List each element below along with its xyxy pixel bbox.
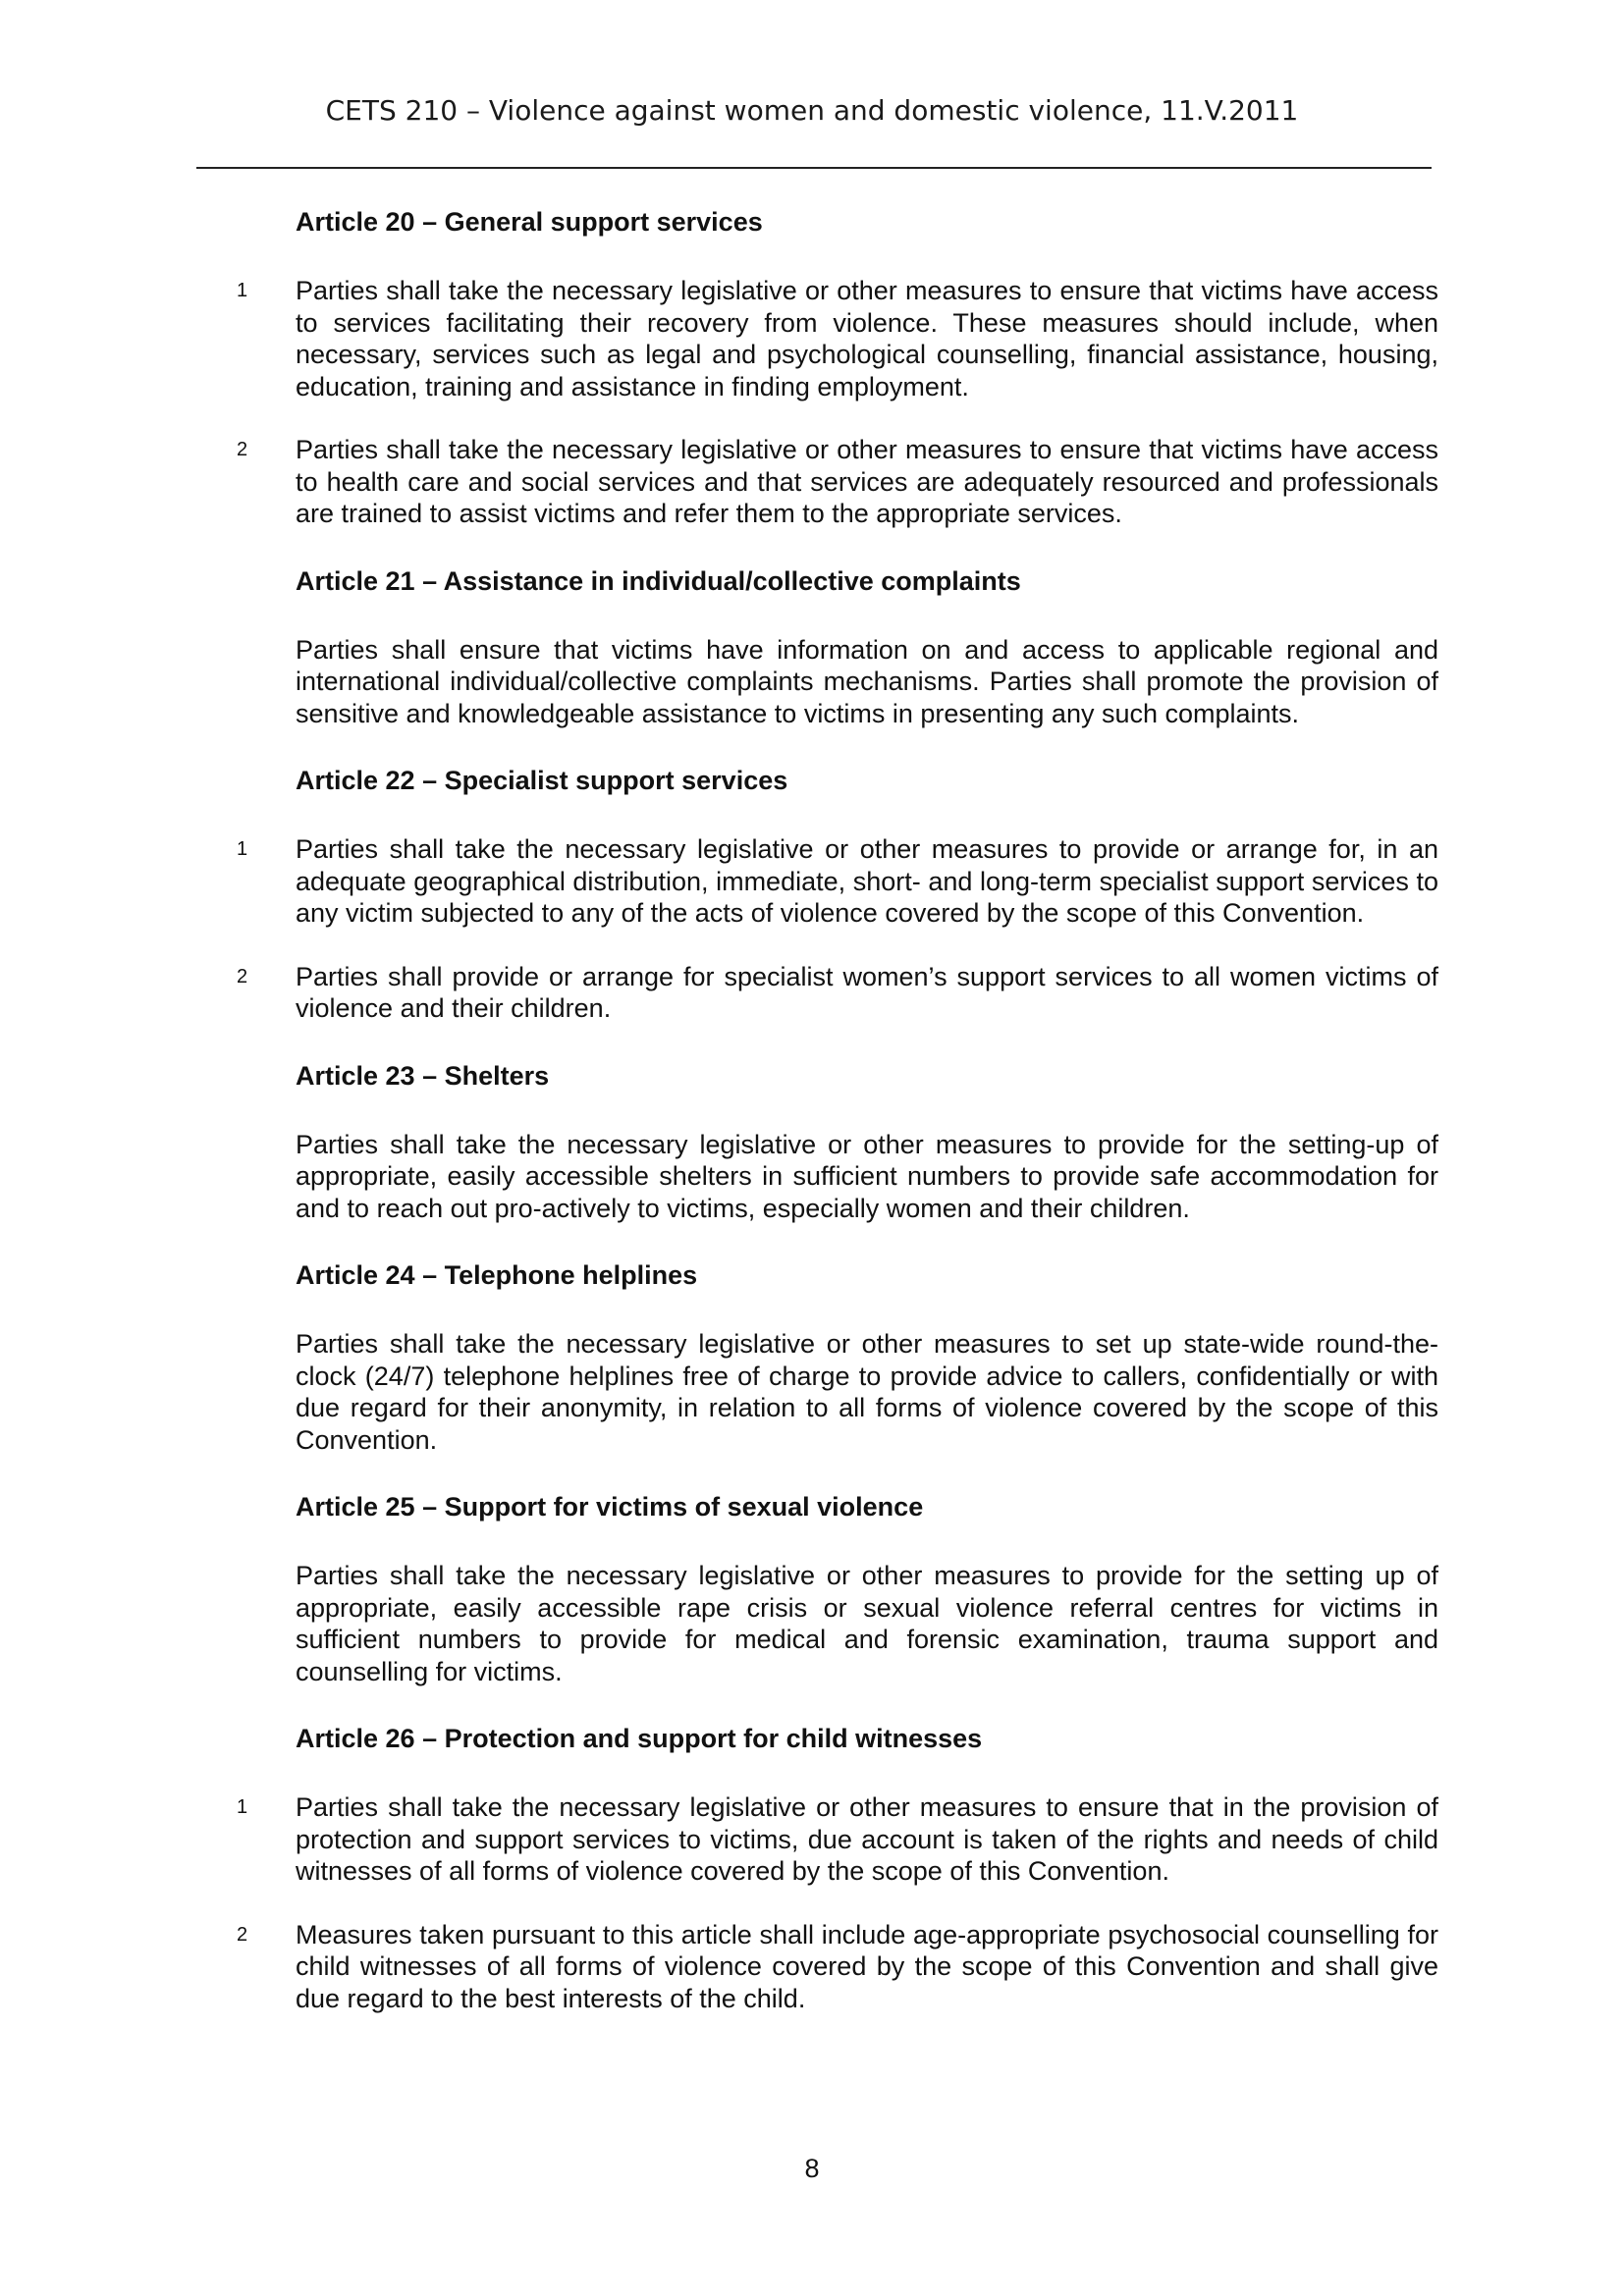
- paragraph-number: 1: [237, 280, 248, 301]
- article-title: Article 23 – Shelters: [296, 1060, 550, 1091]
- article-paragraph: [237, 833, 1438, 930]
- article-title: Article 20 – General support services: [296, 207, 763, 237]
- paragraph-number: 2: [237, 1923, 248, 1946]
- article-26: [237, 1723, 1438, 2014]
- paragraph-text: Parties shall take the necessary legislative or other measures to ensure that in the provision of protection and support services to victims, due account is taken of the rights and needs of child witnesses of all forms of violence covered by the scope of this Convention.: [296, 1792, 1438, 1886]
- paragraph-text: Parties shall take the necessary legislative or other measures to ensure that victims have access to health care and social services and that services are adequately resourced and professionals are trained to assist victims and refer them to the appropriate services.: [296, 435, 1438, 528]
- page-header: CETS 210 – Violence against women and domestic violence, 11.V.2011: [325, 94, 1299, 127]
- article-paragraph: [296, 1328, 1438, 1456]
- article-title: Article 26 – Protection and support for child witnesses: [296, 1724, 983, 1753]
- article-20: [237, 206, 1438, 530]
- page-number: 8: [804, 2154, 820, 2183]
- article-paragraph: [296, 1129, 1438, 1225]
- article-paragraph: [237, 275, 1438, 402]
- article-25: [237, 1491, 1438, 1687]
- article-paragraph: [237, 1919, 1438, 2015]
- article-paragraph: [237, 1791, 1438, 1888]
- paragraph-number: 2: [237, 965, 248, 988]
- paragraph-text: Parties shall take the necessary legislative or other measures to provide for the setting up of appropriate, easily accessible rape crisis or sexual violence referral centres for victims in sufficient numbers to provide for medical and forensic examination, trauma support and counselling for victims.: [296, 1561, 1438, 1686]
- paragraph-number: 2: [237, 439, 248, 460]
- article-title: Article 21 – Assistance in individual/collective complaints: [296, 565, 1021, 596]
- paragraph-text: Parties shall provide or arrange for specialist women’s support services to all women victims of violence and their children.: [296, 961, 1438, 1023]
- article-paragraph: [237, 961, 1438, 1025]
- article-22: [237, 765, 1438, 1025]
- paragraph-text: Measures taken pursuant to this article shall include age-appropriate psychosocial counselling for child witnesses of all forms of violence covered by the scope of this Convention and shall give due regard to the best interests of the child.: [296, 1919, 1438, 2013]
- article-title: Article 22 – Specialist support services: [296, 766, 788, 795]
- paragraph-text: Parties shall take the necessary legislative or other measures to provide or arrange for, in an adequate geographical distribution, immediate, short- and long-term specialist support services to any victim subjected to any of the acts of violence covered by the scope of this Convention.: [296, 834, 1438, 928]
- article-21: [237, 565, 1438, 730]
- paragraph-text: Parties shall take the necessary legislative or other measures to ensure that victims have access to services facilitating their recovery from violence. These measures should include, when necessary, services such as legal and psychological counselling, financial assistance, housing, education, training and assistance in finding employment.: [296, 276, 1438, 401]
- article-24: [237, 1259, 1438, 1456]
- article-paragraph: [296, 634, 1438, 730]
- article-23: [237, 1060, 1438, 1225]
- article-paragraph: [296, 1560, 1438, 1687]
- paragraph-number: 1: [237, 838, 248, 860]
- article-title: Article 25 – Support for victims of sexual violence: [296, 1492, 924, 1522]
- paragraph-text: Parties shall take the necessary legislative or other measures to provide for the setting-up of appropriate, easily accessible shelters in sufficient numbers to provide safe accommodation for and to reach out pro-actively to victims, especially women and their children.: [296, 1129, 1438, 1223]
- paragraph-number: 1: [237, 1796, 248, 1818]
- article-paragraph: [237, 434, 1438, 530]
- article-title: Article 24 – Telephone helplines: [296, 1260, 698, 1290]
- paragraph-text: Parties shall take the necessary legislative or other measures to set up state-wide round-the-clock (24/7) telephone helplines free of charge to provide advice to callers, confidentially or with due regard for their anonymity, in relation to all forms of violence covered by the scope of this Convention.: [296, 1329, 1438, 1455]
- document-body: [237, 206, 1438, 2046]
- header-divider: [196, 167, 1432, 169]
- paragraph-text: Parties shall ensure that victims have information on and access to applicable regional and international individual/collective complaints mechanisms. Parties shall promote the provision of sensitive and knowledgeable assistance to victims in presenting any such complaints.: [296, 634, 1438, 728]
